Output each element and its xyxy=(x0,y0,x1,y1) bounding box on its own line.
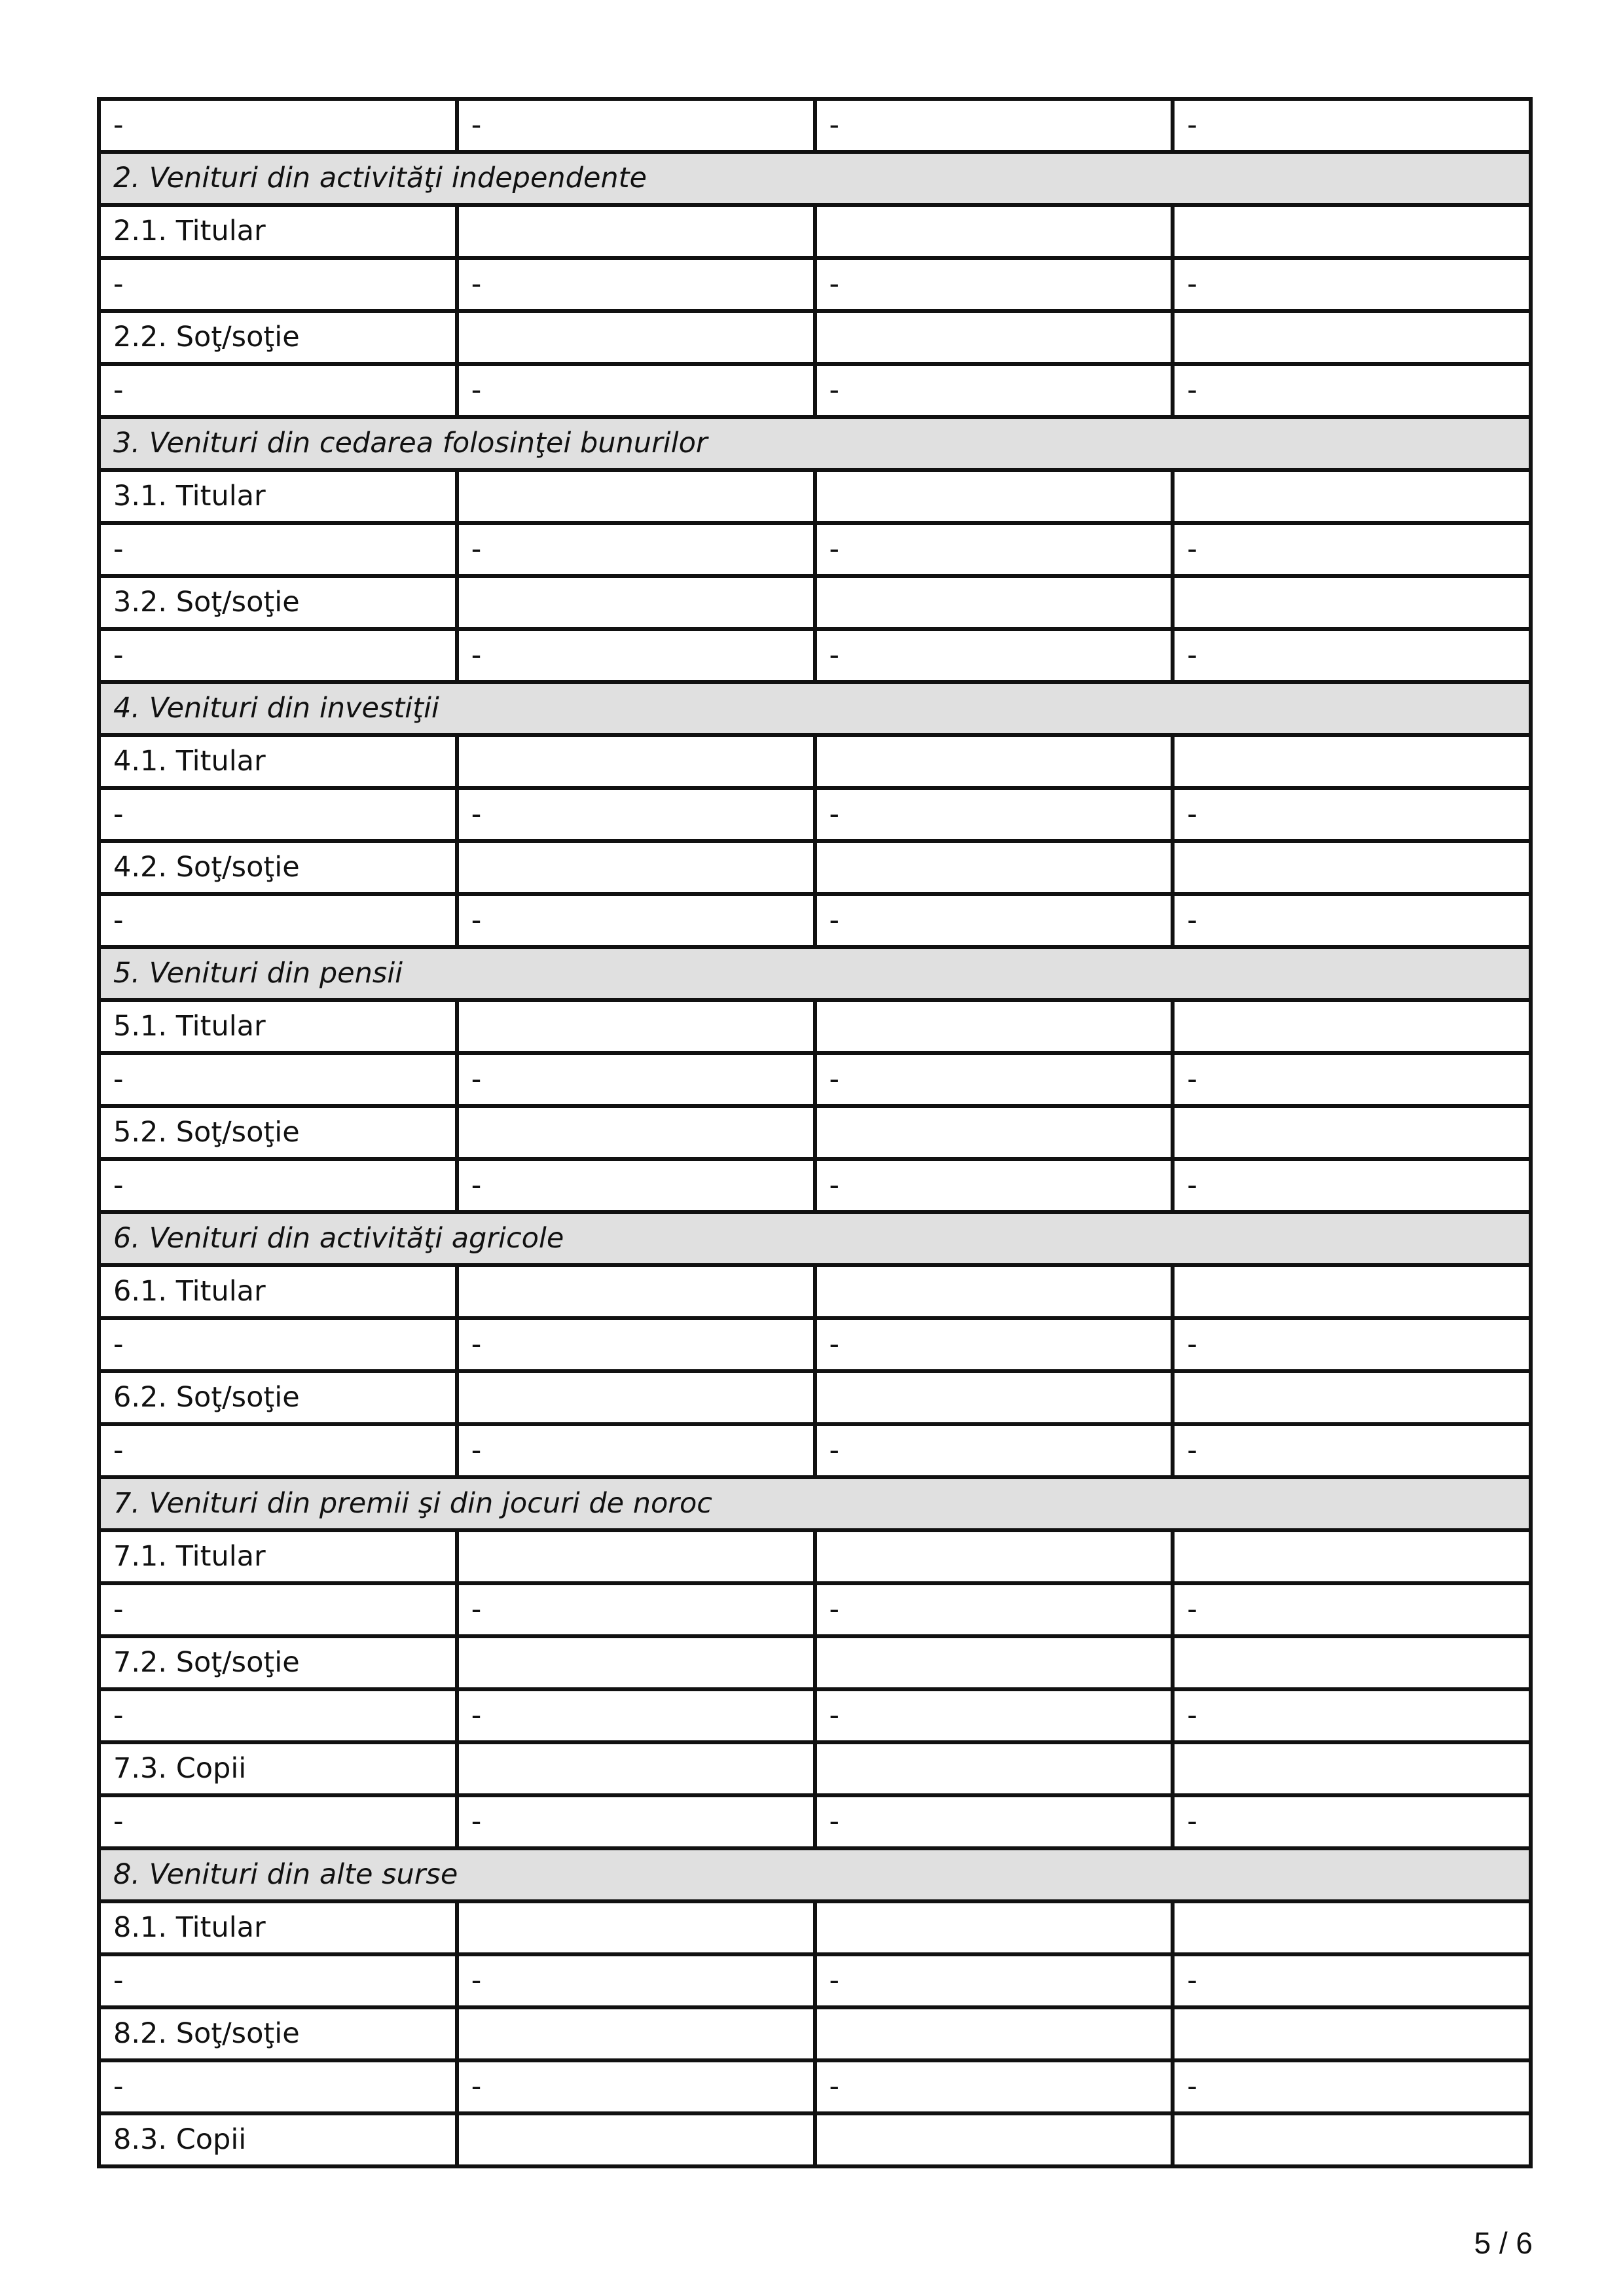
table-cell xyxy=(1173,1901,1531,1954)
table-cell: - xyxy=(815,364,1173,417)
page-number: 5 / 6 xyxy=(1474,2226,1533,2260)
table-cell: - xyxy=(457,629,815,682)
table-cell: - xyxy=(457,1689,815,1742)
table-row xyxy=(99,1265,1531,1318)
table-cell: - xyxy=(815,788,1173,841)
table-cell xyxy=(1173,1000,1531,1053)
table-row xyxy=(99,523,1531,576)
table-cell: - xyxy=(815,523,1173,576)
row-label-cell: - xyxy=(99,1318,457,1371)
table-cell xyxy=(457,470,815,523)
section-header-row xyxy=(99,417,1531,470)
table-cell: - xyxy=(1173,1424,1531,1477)
table-row xyxy=(99,311,1531,364)
table-cell xyxy=(1173,2113,1531,2166)
table-cell: - xyxy=(457,1318,815,1371)
table-cell: - xyxy=(457,2060,815,2113)
row-label-cell: 5.1. Titular xyxy=(99,1000,457,1053)
table-cell: - xyxy=(457,894,815,947)
row-label-cell: - xyxy=(99,1795,457,1848)
table-cell xyxy=(457,735,815,788)
table-cell xyxy=(1173,841,1531,894)
table-cell xyxy=(1173,735,1531,788)
row-label-cell: - xyxy=(99,1954,457,2007)
section-header-cell: 6. Venituri din activităţi agricole xyxy=(99,1212,1531,1265)
row-label-cell: - xyxy=(99,364,457,417)
table-cell xyxy=(815,1530,1173,1583)
table-row xyxy=(99,1530,1531,1583)
table-cell xyxy=(1173,205,1531,258)
table-cell xyxy=(457,841,815,894)
row-label-cell: 7.1. Titular xyxy=(99,1530,457,1583)
table-cell: - xyxy=(815,1159,1173,1212)
table-row xyxy=(99,1053,1531,1106)
table-row xyxy=(99,2060,1531,2113)
table-cell: - xyxy=(1173,894,1531,947)
table-row xyxy=(99,1689,1531,1742)
section-header-cell: 5. Venituri din pensii xyxy=(99,947,1531,1000)
table-cell: - xyxy=(1173,1159,1531,1212)
table-row xyxy=(99,1106,1531,1159)
table-cell: - xyxy=(815,894,1173,947)
row-label-cell: - xyxy=(99,1583,457,1636)
table-cell: - xyxy=(1173,1053,1531,1106)
table-row xyxy=(99,894,1531,947)
table-cell: - xyxy=(457,1053,815,1106)
table-cell xyxy=(815,2113,1173,2166)
table-cell: - xyxy=(815,2060,1173,2113)
table-cell: - xyxy=(815,629,1173,682)
table-cell: - xyxy=(1173,1954,1531,2007)
table-cell xyxy=(457,1742,815,1795)
table-cell xyxy=(457,205,815,258)
table-row xyxy=(99,1371,1531,1424)
table-cell xyxy=(815,1106,1173,1159)
table-row xyxy=(99,258,1531,311)
section-header-cell: 8. Venituri din alte surse xyxy=(99,1848,1531,1901)
row-label-cell: - xyxy=(99,629,457,682)
table-row xyxy=(99,2007,1531,2060)
table-cell xyxy=(815,1265,1173,1318)
table-row xyxy=(99,1000,1531,1053)
row-label-cell: 6.2. Soţ/soţie xyxy=(99,1371,457,1424)
row-label-cell: 2.2. Soţ/soţie xyxy=(99,311,457,364)
section-header-row xyxy=(99,1848,1531,1901)
table-cell xyxy=(1173,1106,1531,1159)
section-header-row xyxy=(99,947,1531,1000)
row-label-cell: 5.2. Soţ/soţie xyxy=(99,1106,457,1159)
table-row xyxy=(99,1742,1531,1795)
table-row xyxy=(99,1159,1531,1212)
table-row xyxy=(99,1583,1531,1636)
table-cell: - xyxy=(457,1795,815,1848)
table-cell xyxy=(815,2007,1173,2060)
table-cell: - xyxy=(457,1583,815,1636)
table-cell: - xyxy=(457,523,815,576)
table-cell xyxy=(815,576,1173,629)
table-cell: - xyxy=(815,258,1173,311)
table-row xyxy=(99,1318,1531,1371)
table-cell xyxy=(457,2113,815,2166)
row-label-cell: 4.1. Titular xyxy=(99,735,457,788)
table-cell xyxy=(457,311,815,364)
table-cell: - xyxy=(1173,1689,1531,1742)
row-label-cell: 7.2. Soţ/soţie xyxy=(99,1636,457,1689)
table-cell xyxy=(457,1530,815,1583)
table-cell xyxy=(815,470,1173,523)
table-row xyxy=(99,788,1531,841)
row-label-cell: 3.2. Soţ/soţie xyxy=(99,576,457,629)
table-row xyxy=(99,1424,1531,1477)
income-declaration-table xyxy=(97,97,1533,2168)
table-cell: - xyxy=(457,1954,815,2007)
table-row xyxy=(99,1954,1531,2007)
row-label-cell: 7.3. Copii xyxy=(99,1742,457,1795)
table-cell xyxy=(457,1636,815,1689)
table-cell xyxy=(1173,1530,1531,1583)
table-cell xyxy=(1173,576,1531,629)
table-row xyxy=(99,1795,1531,1848)
table-cell: - xyxy=(1173,523,1531,576)
table-row xyxy=(99,1636,1531,1689)
table-row xyxy=(99,364,1531,417)
table-cell xyxy=(457,1371,815,1424)
row-label-cell: 3.1. Titular xyxy=(99,470,457,523)
row-label-cell: - xyxy=(99,99,457,152)
table-cell: - xyxy=(1173,2060,1531,2113)
section-header-row xyxy=(99,152,1531,205)
table-cell: - xyxy=(815,1954,1173,2007)
table-row xyxy=(99,576,1531,629)
table-cell: - xyxy=(815,99,1173,152)
table-cell: - xyxy=(457,258,815,311)
table-cell xyxy=(815,1742,1173,1795)
table-cell xyxy=(1173,2007,1531,2060)
section-header-cell: 7. Venituri din premii şi din jocuri de noroc xyxy=(99,1477,1531,1530)
table-cell: - xyxy=(457,788,815,841)
table-cell xyxy=(457,576,815,629)
row-label-cell: 6.1. Titular xyxy=(99,1265,457,1318)
table-cell xyxy=(815,1000,1173,1053)
row-label-cell: 8.3. Copii xyxy=(99,2113,457,2166)
table-cell xyxy=(815,1371,1173,1424)
row-label-cell: 4.2. Soţ/soţie xyxy=(99,841,457,894)
row-label-cell: - xyxy=(99,2060,457,2113)
table-cell xyxy=(815,1901,1173,1954)
table-cell: - xyxy=(457,1159,815,1212)
table-cell xyxy=(1173,470,1531,523)
table-cell: - xyxy=(1173,1318,1531,1371)
section-header-row xyxy=(99,682,1531,735)
income-table-body xyxy=(99,99,1531,2166)
table-cell: - xyxy=(815,1318,1173,1371)
table-cell xyxy=(815,735,1173,788)
table-cell xyxy=(457,1106,815,1159)
section-header-row xyxy=(99,1212,1531,1265)
table-cell xyxy=(1173,1371,1531,1424)
table-cell: - xyxy=(815,1424,1173,1477)
table-cell: - xyxy=(457,1424,815,1477)
row-label-cell: 8.1. Titular xyxy=(99,1901,457,1954)
section-header-cell: 4. Venituri din investiţii xyxy=(99,682,1531,735)
row-label-cell: - xyxy=(99,523,457,576)
table-cell: - xyxy=(815,1583,1173,1636)
table-cell: - xyxy=(1173,99,1531,152)
table-cell xyxy=(1173,311,1531,364)
table-row xyxy=(99,735,1531,788)
table-row xyxy=(99,99,1531,152)
row-label-cell: 2.1. Titular xyxy=(99,205,457,258)
table-cell xyxy=(815,841,1173,894)
section-header-cell: 3. Venituri din cedarea folosinţei bunurilor xyxy=(99,417,1531,470)
row-label-cell: - xyxy=(99,258,457,311)
table-cell: - xyxy=(1173,788,1531,841)
table-row xyxy=(99,205,1531,258)
table-row xyxy=(99,841,1531,894)
row-label-cell: - xyxy=(99,1424,457,1477)
table-cell xyxy=(1173,1742,1531,1795)
table-cell xyxy=(815,205,1173,258)
table-cell xyxy=(1173,1265,1531,1318)
table-cell: - xyxy=(1173,1583,1531,1636)
table-cell: - xyxy=(1173,629,1531,682)
table-cell: - xyxy=(457,364,815,417)
table-cell xyxy=(457,1265,815,1318)
table-cell: - xyxy=(457,99,815,152)
table-row xyxy=(99,629,1531,682)
table-cell xyxy=(457,2007,815,2060)
row-label-cell: - xyxy=(99,788,457,841)
table-cell: - xyxy=(815,1795,1173,1848)
table-cell xyxy=(457,1000,815,1053)
table-cell: - xyxy=(815,1689,1173,1742)
row-label-cell: - xyxy=(99,1159,457,1212)
table-cell xyxy=(457,1901,815,1954)
row-label-cell: 8.2. Soţ/soţie xyxy=(99,2007,457,2060)
row-label-cell: - xyxy=(99,894,457,947)
table-row xyxy=(99,470,1531,523)
table-cell xyxy=(1173,1636,1531,1689)
section-header-row xyxy=(99,1477,1531,1530)
table-cell: - xyxy=(1173,364,1531,417)
row-label-cell: - xyxy=(99,1689,457,1742)
table-row xyxy=(99,1901,1531,1954)
row-label-cell: - xyxy=(99,1053,457,1106)
table-cell: - xyxy=(1173,258,1531,311)
table-cell: - xyxy=(815,1053,1173,1106)
table-cell xyxy=(815,311,1173,364)
table-cell: - xyxy=(1173,1795,1531,1848)
section-header-cell: 2. Venituri din activităţi independente xyxy=(99,152,1531,205)
table-cell xyxy=(815,1636,1173,1689)
table-row xyxy=(99,2113,1531,2166)
